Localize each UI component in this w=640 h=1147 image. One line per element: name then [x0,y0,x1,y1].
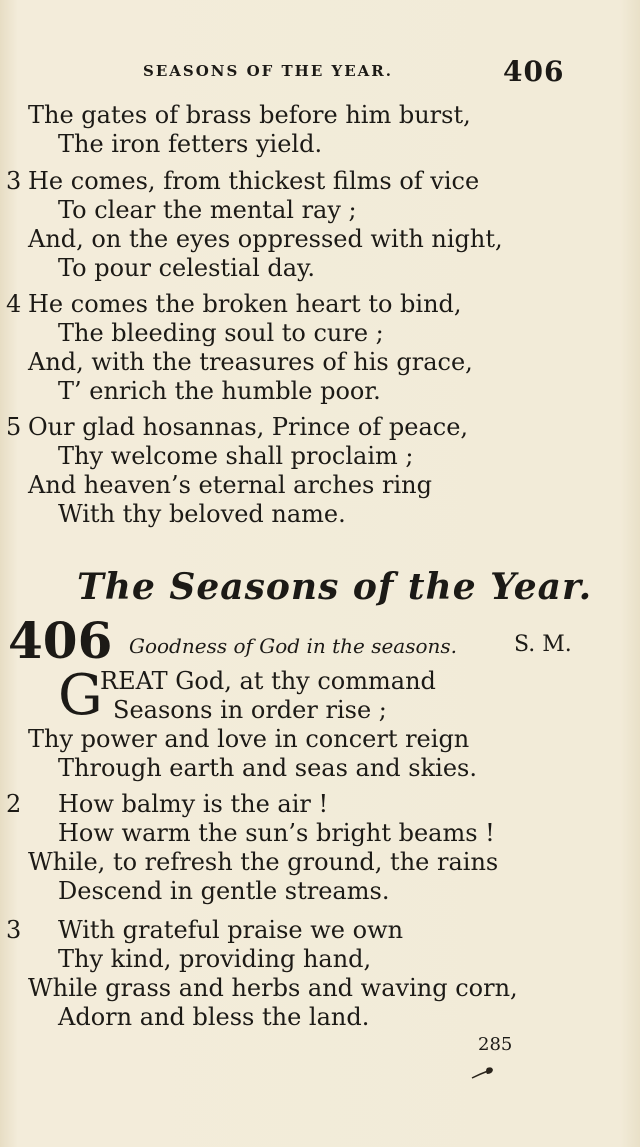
verse-number: 2 [6,790,22,818]
verse-number: 3 [6,916,22,944]
hymn-number: 406 [8,611,113,670]
verse-line: With thy beloved name. [58,500,346,528]
verse-line: T’ enrich the humble poor. [58,377,381,405]
verse-line: While, to refresh the ground, the rains [28,848,499,876]
verse-line: How warm the sun’s bright beams ! [58,819,495,847]
verse-number: 4 [6,290,22,318]
verse-line: Thy power and love in concert reign [28,725,470,753]
verse-line: While grass and herbs and waving corn, [28,974,518,1002]
verse-line: With grateful praise we own [58,916,404,944]
verse-line: To clear the mental ray ; [58,196,357,224]
verse-line: The bleeding soul to cure ; [58,319,384,347]
hymn-meter: S. M. [514,632,572,657]
verse-line: Thy kind, providing hand, [58,945,372,973]
verse-line: And, on the eyes oppressed with night, [28,225,503,253]
header-hymn-number: 406 [503,55,565,88]
verse-number: 5 [6,413,22,441]
verse-line: Thy welcome shall proclaim ; [58,442,414,470]
verse-line: Seasons in order rise ; [113,696,387,724]
verse-line: To pour celestial day. [58,254,316,282]
verse-number: 3 [6,167,22,195]
verse-line: Through earth and seas and skies. [58,754,477,782]
ink-mark [470,1062,500,1082]
hymn-subtitle: Goodness of God in the seasons. [129,634,458,658]
verse-line: The iron fetters yield. [58,130,323,158]
page-number: 285 [478,1034,513,1055]
section-title: The Seasons of the Year. [77,566,593,608]
verse-line: Descend in gentle streams. [58,877,390,905]
verse-line: He comes the broken heart to bind, [28,290,462,318]
verse-line: The gates of brass before him burst, [28,101,471,129]
running-header: SEASONS OF THE YEAR. [143,62,393,80]
verse-line: Our glad hosannas, Prince of peace, [28,413,469,441]
verse-line: And heaven’s eternal arches ring [28,471,432,499]
verse-line: REAT God, at thy command [100,667,436,695]
verse-line: And, with the treasures of his grace, [28,348,473,376]
verse-line: Adorn and bless the land. [58,1003,370,1031]
drop-cap: G [58,663,103,728]
verse-line: He comes, from thickest films of vice [28,167,480,195]
verse-line: How balmy is the air ! [58,790,329,818]
